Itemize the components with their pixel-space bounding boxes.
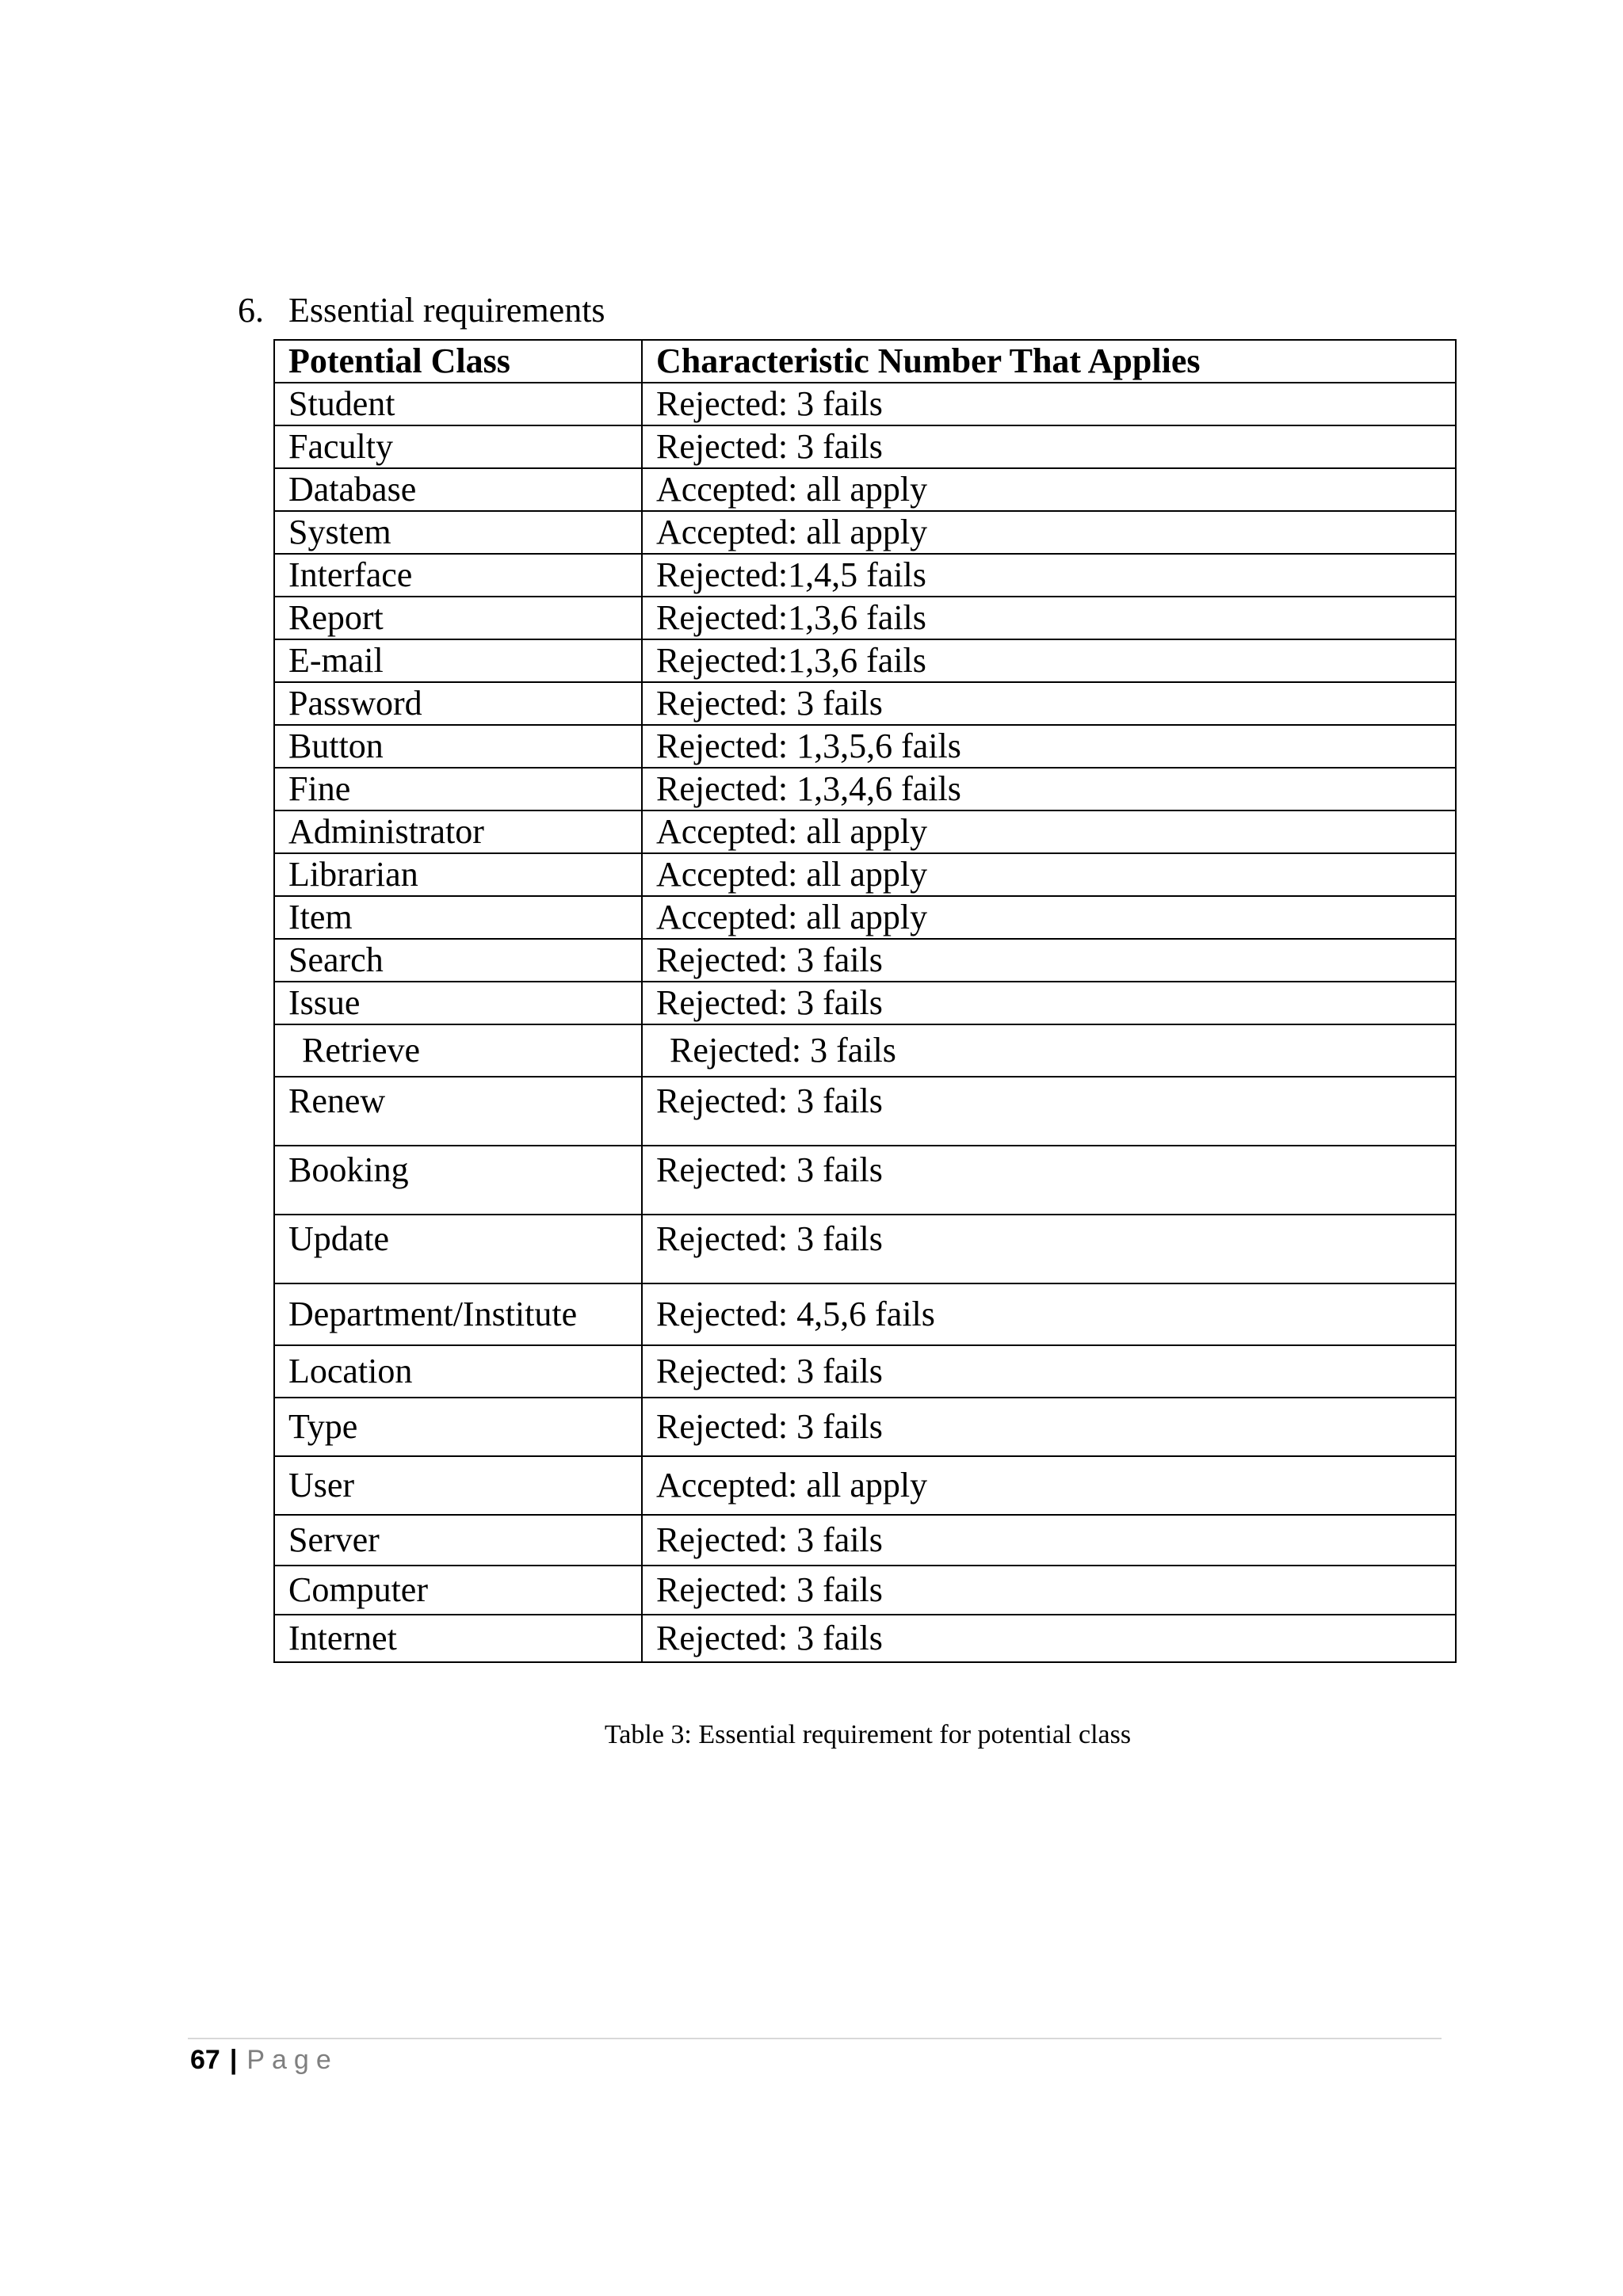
table-row bbox=[274, 982, 1456, 1024]
table-row bbox=[274, 725, 1456, 768]
result-cell: Accepted: all apply bbox=[642, 468, 1456, 511]
table-row bbox=[274, 896, 1456, 939]
result-cell: Rejected: 3 fails bbox=[642, 1077, 1456, 1146]
page-label: Page bbox=[246, 2045, 338, 2075]
section-number: 6. bbox=[238, 291, 264, 330]
table-row bbox=[274, 383, 1456, 425]
result-cell: Rejected: 3 fails bbox=[642, 1515, 1456, 1566]
page-footer bbox=[190, 2041, 338, 2079]
result-cell: Accepted: all apply bbox=[642, 1456, 1456, 1515]
class-cell: Search bbox=[274, 939, 642, 982]
page-number: 67 bbox=[190, 2045, 220, 2075]
class-cell: Report bbox=[274, 597, 642, 639]
class-cell: Computer bbox=[274, 1566, 642, 1615]
class-cell: Retrieve bbox=[274, 1024, 642, 1077]
class-cell: User bbox=[274, 1456, 642, 1515]
class-cell: Location bbox=[274, 1345, 642, 1398]
table-row bbox=[274, 1345, 1456, 1398]
result-cell: Rejected:1,4,5 fails bbox=[642, 554, 1456, 597]
table-row bbox=[274, 682, 1456, 725]
class-cell: Administrator bbox=[274, 810, 642, 853]
column-header-potential-class: Potential Class bbox=[274, 340, 642, 383]
result-cell: Accepted: all apply bbox=[642, 511, 1456, 554]
table-caption: Table 3: Essential requirement for potential class bbox=[604, 1720, 1132, 1749]
result-cell: Rejected: 3 fails bbox=[642, 982, 1456, 1024]
result-cell: Rejected: 3 fails bbox=[642, 1566, 1456, 1615]
table-header-row bbox=[274, 340, 1456, 383]
class-cell: Item bbox=[274, 896, 642, 939]
class-cell: Interface bbox=[274, 554, 642, 597]
result-cell: Rejected: 4,5,6 fails bbox=[642, 1283, 1456, 1345]
potential-class-table bbox=[273, 339, 1457, 1663]
class-cell: Button bbox=[274, 725, 642, 768]
table-row bbox=[274, 810, 1456, 853]
class-cell: Booking bbox=[274, 1146, 642, 1215]
class-cell: Department/Institute bbox=[274, 1283, 642, 1345]
table-row bbox=[274, 511, 1456, 554]
result-cell: Rejected: 3 fails bbox=[642, 383, 1456, 425]
table-row bbox=[274, 425, 1456, 468]
result-cell: Rejected: 3 fails bbox=[642, 939, 1456, 982]
footer-divider bbox=[188, 2038, 1442, 2039]
class-cell: Database bbox=[274, 468, 642, 511]
table-row bbox=[274, 1398, 1456, 1456]
result-cell: Accepted: all apply bbox=[642, 853, 1456, 896]
result-cell: Rejected: 3 fails bbox=[642, 1345, 1456, 1398]
table-row bbox=[274, 597, 1456, 639]
table-row bbox=[274, 1515, 1456, 1566]
class-cell: Librarian bbox=[274, 853, 642, 896]
class-cell: Issue bbox=[274, 982, 642, 1024]
class-cell: Student bbox=[274, 383, 642, 425]
result-cell: Rejected:1,3,6 fails bbox=[642, 597, 1456, 639]
result-cell: Rejected: 3 fails bbox=[642, 425, 1456, 468]
table-row bbox=[274, 1024, 1456, 1077]
table-row bbox=[274, 639, 1456, 682]
result-cell: Rejected:1,3,6 fails bbox=[642, 639, 1456, 682]
class-cell: Internet bbox=[274, 1615, 642, 1662]
result-cell: Rejected: 3 fails bbox=[642, 682, 1456, 725]
result-cell: Rejected: 3 fails bbox=[642, 1215, 1456, 1283]
table-row bbox=[274, 1215, 1456, 1283]
result-cell: Rejected: 3 fails bbox=[642, 1398, 1456, 1456]
class-cell: Type bbox=[274, 1398, 642, 1456]
class-cell: Update bbox=[274, 1215, 642, 1283]
table-row bbox=[274, 1077, 1456, 1146]
table-row bbox=[274, 939, 1456, 982]
column-header-characteristic: Characteristic Number That Applies bbox=[642, 340, 1456, 383]
table-row bbox=[274, 1566, 1456, 1615]
table-row bbox=[274, 554, 1456, 597]
result-cell: Accepted: all apply bbox=[642, 810, 1456, 853]
class-cell: System bbox=[274, 511, 642, 554]
class-cell: Renew bbox=[274, 1077, 642, 1146]
result-cell: Rejected: 1,3,4,6 fails bbox=[642, 768, 1456, 810]
result-cell: Rejected: 3 fails bbox=[642, 1024, 1456, 1077]
result-cell: Accepted: all apply bbox=[642, 896, 1456, 939]
result-cell: Rejected: 3 fails bbox=[642, 1615, 1456, 1662]
table-row bbox=[274, 468, 1456, 511]
table-row bbox=[274, 1615, 1456, 1662]
class-cell: Fine bbox=[274, 768, 642, 810]
table-row bbox=[274, 1283, 1456, 1345]
section-heading bbox=[238, 287, 605, 334]
result-cell: Rejected: 3 fails bbox=[642, 1146, 1456, 1215]
table-row bbox=[274, 1146, 1456, 1215]
table-row bbox=[274, 1456, 1456, 1515]
class-cell: Password bbox=[274, 682, 642, 725]
section-title: Essential requirements bbox=[288, 291, 605, 330]
footer-separator: | bbox=[229, 2045, 238, 2075]
class-cell: E-mail bbox=[274, 639, 642, 682]
class-cell: Faculty bbox=[274, 425, 642, 468]
result-cell: Rejected: 1,3,5,6 fails bbox=[642, 725, 1456, 768]
class-cell: Server bbox=[274, 1515, 642, 1566]
table-row bbox=[274, 853, 1456, 896]
table-row bbox=[274, 768, 1456, 810]
